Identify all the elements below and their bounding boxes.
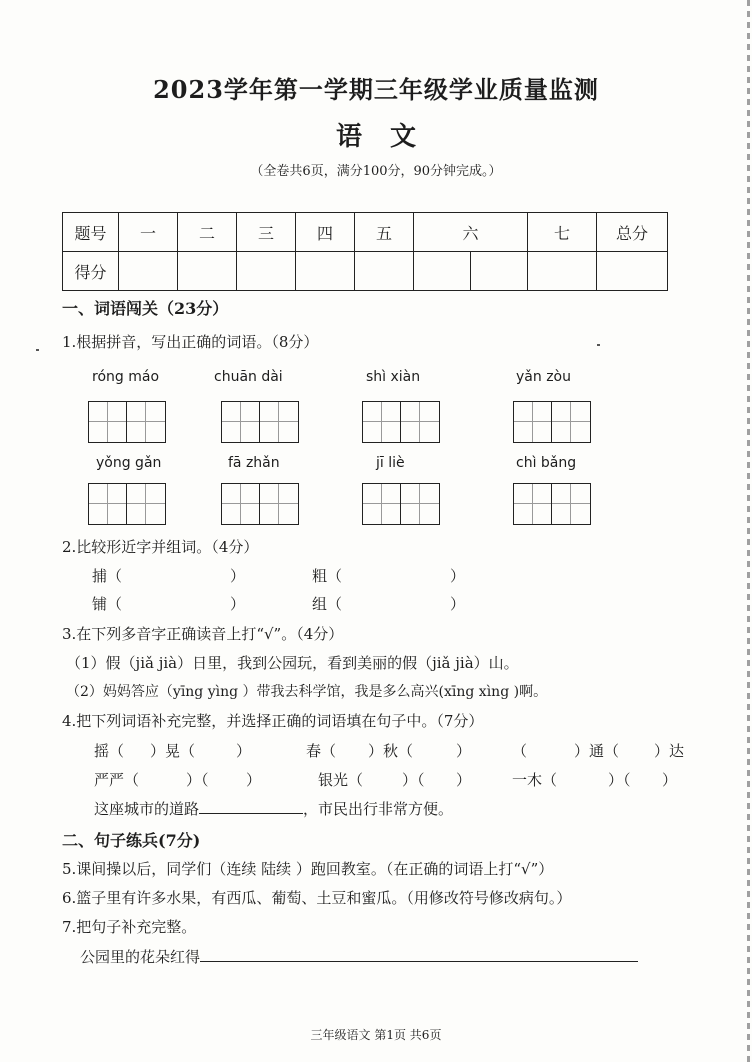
q3-text: 3.在下列多音字正确读音上打“√”。（4分） (62, 625, 344, 643)
q4-sentence (94, 798, 453, 819)
q7-line (80, 946, 638, 967)
score-cell[interactable] (237, 252, 296, 291)
writing-grid[interactable] (221, 483, 299, 525)
q4-blank: ）（ (402, 771, 425, 789)
pinyin-label: chuān dài (214, 369, 283, 385)
pinyin-label: fā zhǎn (228, 455, 280, 471)
col-header: 七 (528, 213, 597, 252)
q2-item-close: ） (450, 567, 466, 585)
score-cell[interactable] (296, 252, 355, 291)
writing-grid[interactable] (221, 401, 299, 443)
subject-char-2: 文 (390, 122, 417, 152)
q3-line-1: （1）假（jiǎ jià）日里，我到公园玩，看到美丽的假（jiǎ jià）山。 (66, 654, 519, 672)
score-cell[interactable] (414, 252, 471, 291)
exam-note: （全卷共6页，满分100分，90分钟完成。） (250, 164, 502, 179)
q4-blank: ） (246, 771, 262, 789)
scan-speck (597, 344, 600, 346)
q4-text: 4.把下列词语补充完整，并选择正确的词语填在句子中。（7分） (62, 712, 484, 730)
score-cell[interactable] (178, 252, 237, 291)
q4-blank: ）晃（ (150, 742, 196, 760)
q2-item: 组（ (312, 595, 343, 613)
q4-sentence-end: ，市民出行非常方便。 (303, 800, 454, 818)
q2-item: 粗（ (312, 567, 343, 585)
q4-blank: ）达 (654, 742, 685, 760)
col-header: 三 (237, 213, 296, 252)
pinyin-label: chì bǎng (516, 455, 577, 471)
q4-blank: ） (456, 742, 472, 760)
q5-text: 5.课间操以后，同学们（连续 陆续 ）跑回教室。（在正确的词语上打“√”） (62, 860, 554, 878)
q4-blank: ）通（ (574, 742, 620, 760)
q4-blank: ） (456, 771, 472, 789)
q4-blank: ）（ (608, 771, 631, 789)
pinyin-label: yǎn zòu (516, 369, 571, 385)
writing-grid[interactable] (513, 401, 591, 443)
col-header: 总分 (597, 213, 668, 252)
score-cell[interactable] (119, 252, 178, 291)
q3-line-2: （2）妈妈答应（yīng yìng ）带我去科学馆，我是多么高兴(xīng xìng )啊。 (66, 684, 548, 700)
score-cell[interactable] (355, 252, 414, 291)
writing-grid[interactable] (362, 483, 440, 525)
q6-text: 6.篮子里有许多水果，有西瓜、葡萄、土豆和蜜瓜。（用修改符号修改病句。） (62, 889, 572, 907)
q4-blank: 银光（ (318, 771, 364, 789)
pinyin-label: róng máo (92, 369, 160, 385)
q2-item: 铺（ (92, 595, 123, 613)
q1-text: 1.根据拼音，写出正确的词语。（8分） (62, 333, 319, 351)
writing-grid[interactable] (88, 483, 166, 525)
q4-blank: ）（ (186, 771, 209, 789)
section-2-title: 二、句子练兵(7分) (62, 831, 201, 850)
q4-blank: 一木（ (512, 771, 558, 789)
q7-prompt: 公园里的花朵红得 (80, 948, 201, 966)
q4-blank: ） (236, 742, 252, 760)
q4-blank: 摇（ (94, 742, 125, 760)
score-value-row (63, 252, 668, 291)
scan-speck (36, 349, 39, 351)
col-header: 六 (414, 213, 528, 252)
writing-grid[interactable] (88, 401, 166, 443)
col-header: 五 (355, 213, 414, 252)
score-cell[interactable] (597, 252, 668, 291)
col-header: 一 (119, 213, 178, 252)
q4-blank: 严严（ (94, 771, 140, 789)
row-label: 题号 (63, 213, 119, 252)
q2-item-close: ） (230, 595, 246, 613)
page-footer: 三年级语文 第1页 共6页 (310, 1028, 442, 1042)
writing-grid[interactable] (362, 401, 440, 443)
row-label: 得分 (63, 252, 119, 291)
q2-item: 捕（ (92, 567, 123, 585)
q4-blank: ）秋（ (368, 742, 414, 760)
col-header: 二 (178, 213, 237, 252)
score-cell[interactable] (528, 252, 597, 291)
col-header: 四 (296, 213, 355, 252)
q2-item-close: ） (230, 567, 246, 585)
subject-title (0, 116, 752, 153)
section-1-title: 一、词语闯关（23分） (62, 299, 229, 318)
writing-grid[interactable] (513, 483, 591, 525)
q2-text: 2.比较形近字并组词。（4分） (62, 538, 259, 556)
subject-char-1: 语 (335, 122, 362, 152)
score-header-row (63, 213, 668, 252)
q2-item-close: ） (450, 595, 466, 613)
q4-blank: （ (512, 742, 528, 760)
pinyin-label: shì xiàn (366, 369, 421, 385)
pinyin-label: jī liè (376, 455, 405, 471)
pinyin-label: yǒng gǎn (96, 455, 162, 471)
q4-blank: 春（ (306, 742, 337, 760)
q4-blank: ） (662, 771, 678, 789)
q4-answer-blank[interactable] (199, 813, 303, 814)
exam-title: 2023学年第一学期三年级学业质量监测 (153, 75, 599, 104)
q4-sentence-start: 这座城市的道路 (94, 800, 200, 818)
score-cell[interactable] (470, 252, 527, 291)
q7-answer-blank[interactable] (200, 961, 638, 962)
score-table (62, 212, 668, 291)
q7-text: 7.把句子补充完整。 (62, 918, 197, 936)
